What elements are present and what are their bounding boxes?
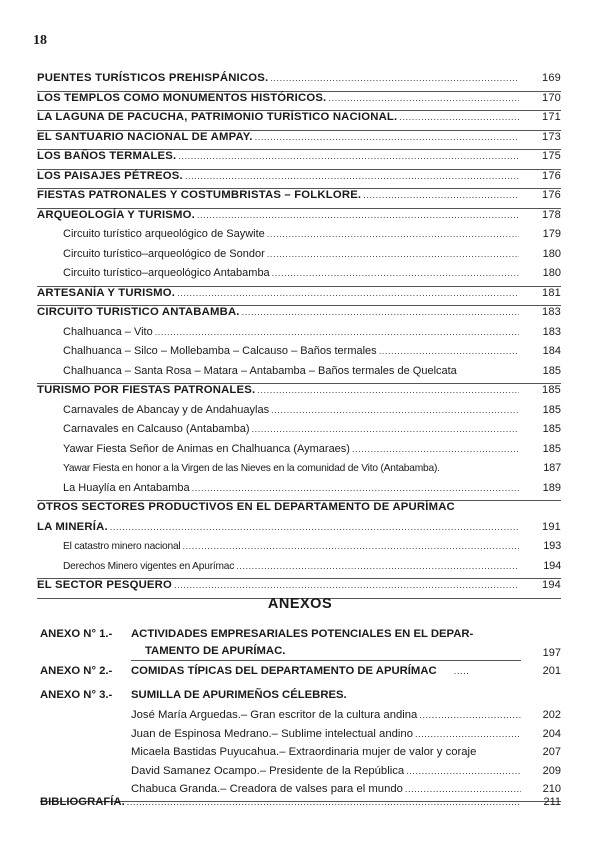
annex-2-title: COMIDAS TÍPICAS DEL DEPARTAMENTO DE APURÍMAC <box>131 665 437 677</box>
leader-dots <box>415 729 521 739</box>
toc-section-entry <box>37 170 561 190</box>
toc-subentry <box>37 462 561 482</box>
annex-2-entry <box>40 665 561 685</box>
toc-entry-page: 194 <box>542 579 561 591</box>
toc-section-entry <box>37 521 561 541</box>
annex-1-entry <box>40 626 561 661</box>
toc-entry-title: FIESTAS PATRONALES Y COSTUMBRISTAS – FOLKLORE. <box>37 189 362 201</box>
toc-entry-page: 194 <box>543 559 561 572</box>
toc-entry-page: 179 <box>542 228 561 240</box>
annex-2-label: ANEXO N° 2.- <box>40 665 113 677</box>
leader-dots <box>182 541 519 551</box>
toc-subentry <box>37 423 561 443</box>
leader-dots <box>399 112 519 122</box>
leader-dots <box>177 288 519 298</box>
annex-3-item-page: 207 <box>542 746 561 758</box>
annex-3-item-page: 202 <box>542 709 561 721</box>
toc-subentry <box>37 443 561 463</box>
toc-subentry <box>37 326 561 346</box>
leader-dots <box>110 522 519 532</box>
toc-entry-title: LOS TEMPLOS COMO MONUMENTOS HISTÓRICOS. <box>37 91 327 104</box>
toc-entry-title: Circuito turístico–arqueológico de Sondor <box>63 247 265 260</box>
leader-dots <box>267 249 519 259</box>
leader-dots <box>272 268 519 278</box>
annex-list <box>40 626 561 802</box>
annex-1-label: ANEXO N° 1.- <box>40 628 113 640</box>
annex-3-item <box>40 728 561 747</box>
toc-entry-title: El catastro minero nacional <box>63 541 181 552</box>
toc-entry-title: OTROS SECTORES PRODUCTIVOS EN EL DEPARTAMENTO DE APURÍMAC <box>37 501 455 513</box>
toc-entry-title: Chalhuanca – Silco – Mollebamba – Calcauso – Baños termales <box>63 345 377 357</box>
toc-entry-page: 185 <box>542 403 561 416</box>
toc-section-entry <box>37 92 561 112</box>
page-number: 18 <box>33 33 47 48</box>
annex-1-page: 197 <box>542 647 561 659</box>
toc-entry-page: 184 <box>542 345 561 357</box>
annex-3-item-title: José María Arguedas.– Gran escritor de la cultura andina <box>131 709 418 721</box>
toc-subentry <box>37 248 561 268</box>
toc-entry-page: 183 <box>542 325 561 338</box>
toc-entry-title: TURISMO POR FIESTAS PATRONALES. <box>37 384 256 396</box>
annex-3-item-title: Micaela Bastidas Puyucahua.– Extraordinaria mujer de valor y coraje <box>131 746 477 758</box>
toc-entry-page: 175 <box>542 150 561 162</box>
toc-entry-title: LOS BAÑOS TERMALES. <box>37 150 177 162</box>
annex-2-page: 201 <box>542 665 561 677</box>
leader-dots <box>406 766 521 776</box>
toc-section-entry <box>37 287 561 307</box>
annex-1-title-line2: TAMENTO DE APURÍMAC. <box>131 643 521 661</box>
leader-dots <box>328 93 519 103</box>
annex-3-item <box>40 709 561 728</box>
toc-entry-title: Yawar Fiesta Señor de Animas en Chalhuanca (Aymaraes) <box>63 442 350 455</box>
toc-entry-title: Derechos Minero vigentes en Apurímac <box>63 560 235 572</box>
toc-entry-title: EL SECTOR PESQUERO <box>37 579 173 591</box>
toc-section-entry <box>37 384 561 404</box>
toc-entry-page: 171 <box>542 111 561 123</box>
annex-3-item-title: Juan de Espinosa Medrano.– Sublime intelectual andino <box>131 727 413 740</box>
toc-entry-page: 170 <box>542 91 561 104</box>
annex-3-item-title: David Samanez Ocampo.– Presidente de la República <box>131 764 405 777</box>
leader-dots <box>270 73 519 83</box>
leader-dots <box>155 327 519 337</box>
toc-entry-title: Carnavales en Calcauso (Antabamba) <box>63 423 250 435</box>
toc-entry-title: ARTESANÍA Y TURISMO. <box>37 286 176 299</box>
annex-3-entry <box>40 689 561 709</box>
annex-3-title: SUMILLA DE APURIMEÑOS CÉLEBRES. <box>131 689 347 701</box>
toc-entry-page: 185 <box>542 384 561 396</box>
toc-entry-page: 187 <box>543 462 561 474</box>
bibliography-page: 211 <box>543 796 561 808</box>
leader-dots <box>363 190 519 200</box>
toc-subentry <box>37 365 561 385</box>
annex-3-label: ANEXO N° 3.- <box>40 689 113 701</box>
toc-entry-page: 180 <box>542 267 561 279</box>
toc-entry-title: ARQUEOLOGÍA Y TURISMO. <box>37 208 195 221</box>
toc-section-entry <box>37 150 561 170</box>
leader-dots <box>352 444 519 454</box>
leader-dots <box>419 710 521 720</box>
table-of-contents <box>37 72 561 599</box>
toc-section-entry <box>37 306 561 326</box>
leader-dots <box>197 210 519 220</box>
toc-entry-page: 191 <box>542 520 561 533</box>
toc-entry-page: 189 <box>542 481 561 494</box>
annex-3-item-title: Chabuca Granda.– Creadora de valses para el mundo <box>131 783 403 795</box>
toc-subentry <box>37 540 561 560</box>
leader-dots <box>127 797 521 807</box>
leader-dots <box>174 580 519 590</box>
annex-3-items <box>40 709 561 802</box>
annex-1-title-line1: ACTIVIDADES EMPRESARIALES POTENCIALES EN EL DEPAR- <box>131 628 474 640</box>
leader-dots <box>252 424 520 434</box>
toc-entry-page: 169 <box>542 72 561 84</box>
toc-section-entry <box>37 189 561 209</box>
toc-entry-title: LOS PAISAJES PÉTREOS. <box>37 169 183 182</box>
annex-3-item <box>40 746 561 765</box>
toc-section-entry <box>37 209 561 229</box>
toc-entry-page: 185 <box>542 442 561 455</box>
toc-entry-title: Yawar Fiesta en honor a la Virgen de las Nieves en la comunidad de Vito (Antabamba). <box>63 463 440 474</box>
toc-entry-page: 185 <box>542 423 561 435</box>
toc-entry-page: 181 <box>542 286 561 299</box>
annex-3-item-page: 209 <box>542 764 561 777</box>
leader-dots <box>271 405 519 415</box>
toc-section-entry <box>37 131 561 151</box>
toc-entry-title: Carnavales de Abancay y de Andahuaylas <box>63 403 270 416</box>
toc-entry-title: Circuito turístico arqueológico de Saywite <box>63 228 265 240</box>
toc-entry-page: 176 <box>542 169 561 182</box>
annex-2-dots: ..... <box>453 666 470 676</box>
toc-entry-title: La Huaylía en Antabamba <box>63 481 190 494</box>
toc-section-entry <box>37 72 561 92</box>
anexos-heading: ANEXOS <box>267 596 333 612</box>
toc-entry-page: 173 <box>542 130 561 143</box>
toc-subentry <box>37 267 561 287</box>
bibliography-label: BIBLIOGRAFÍA. <box>40 796 125 808</box>
toc-entry-title: EL SANTUARIO NACIONAL DE AMPAY. <box>37 130 253 143</box>
toc-entry-title: CIRCUITO TURISTICO ANTABAMBA. <box>37 306 240 318</box>
toc-subentry <box>37 404 561 424</box>
bibliography-entry <box>40 796 561 808</box>
toc-entry-page: 183 <box>542 306 561 318</box>
leader-dots <box>185 171 519 181</box>
leader-dots <box>257 385 519 395</box>
toc-entry-title: Chalhuanca – Vito <box>63 325 153 338</box>
leader-dots <box>242 307 519 317</box>
toc-entry-page: 185 <box>542 364 561 377</box>
toc-entry-title: LA MINERÍA. <box>37 520 108 533</box>
toc-subentry <box>37 482 561 502</box>
toc-entry-title: PUENTES TURÍSTICOS PREHISPÁNICOS. <box>37 72 269 84</box>
toc-entry-page: 193 <box>543 540 561 552</box>
toc-subentry <box>37 228 561 248</box>
leader-dots <box>267 229 519 239</box>
toc-entry-title: LA LAGUNA DE PACUCHA, PATRIMONIO TURÍSTICO NACIONAL. <box>37 111 398 123</box>
toc-entry-title: Chalhuanca – Santa Rosa – Matara – Antabamba – Baños termales de Quelcata <box>63 364 457 377</box>
leader-dots <box>236 561 519 571</box>
toc-entry-title: Circuito turístico–arqueológico Antabamba <box>63 267 270 279</box>
toc-subentry <box>37 345 561 365</box>
annex-3-item <box>40 765 561 784</box>
leader-dots <box>255 132 519 142</box>
annex-3-item-page: 210 <box>542 783 561 795</box>
annex-3-item-page: 204 <box>542 727 561 740</box>
toc-entry-page: 178 <box>542 208 561 221</box>
toc-section-entry <box>37 111 561 131</box>
leader-dots <box>178 151 519 161</box>
toc-subentry <box>37 560 561 580</box>
leader-dots <box>379 346 519 356</box>
toc-section-entry <box>37 501 561 521</box>
leader-dots <box>192 483 519 493</box>
leader-dots <box>405 784 521 794</box>
toc-entry-page: 180 <box>542 247 561 260</box>
toc-entry-page: 176 <box>542 189 561 201</box>
